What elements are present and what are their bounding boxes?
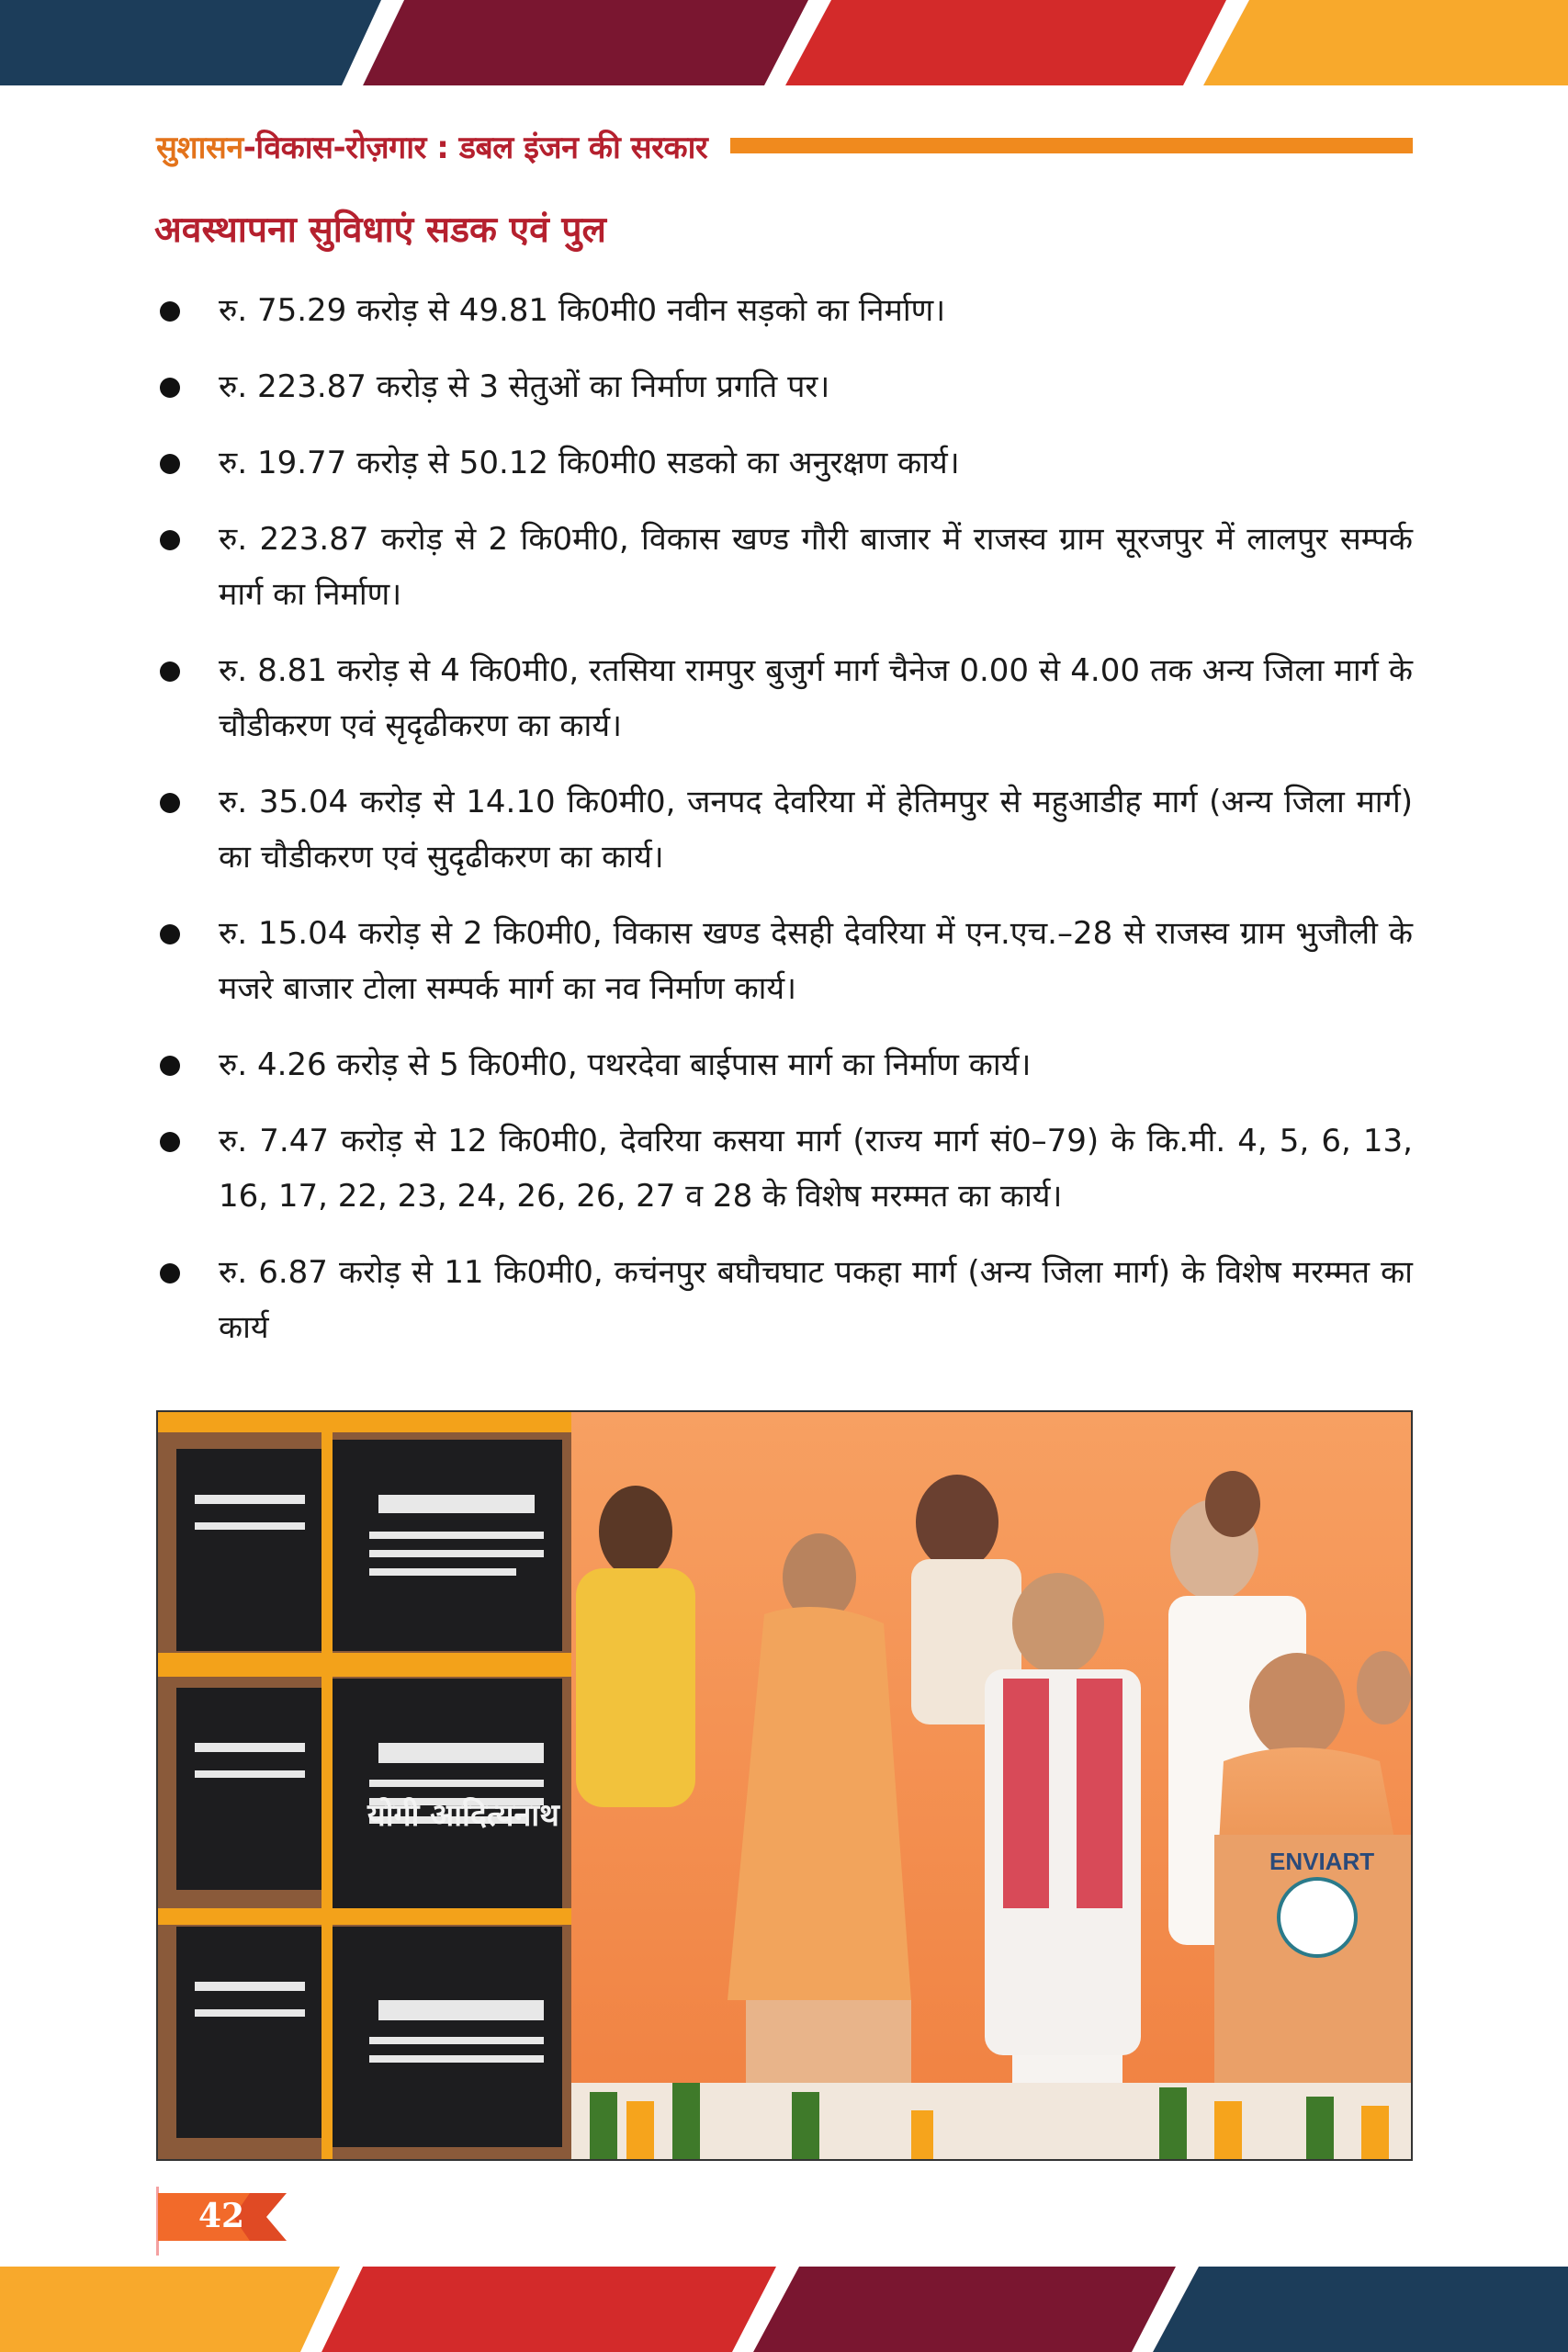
bullet-dot [160,793,180,813]
list-item [154,1037,1413,1092]
bullet-dot [160,1263,180,1283]
list-item [154,359,1413,414]
list-item-text: रु. 223.87 करोड़ से 2 कि0मी0, विकास खण्ड गौरी बाजार में राजस्व ग्राम सूरजपुर में लालपुर सम्पर्क मार्ग का निर्माण। [219,521,1413,613]
page-number-tab [158,2193,287,2241]
bullet-dot [160,454,180,474]
page-number: 42 [198,2197,245,2235]
list-item [154,435,1413,491]
list-item [154,775,1413,885]
plaque-name: योगी आदित्यनाथ [367,1797,559,1834]
list-item-text: रु. 223.87 करोड़ से 3 सेतुओं का निर्माण प्रगति पर। [219,368,830,405]
list-item-text: रु. 75.29 करोड़ से 49.81 कि0मी0 नवीन सड़को का निर्माण। [219,292,946,329]
section-heading: अवस्थापना सुविधाएं सडक एवं पुल [154,209,606,251]
header-separator-1: - [243,130,256,166]
list-item-text: रु. 4.26 करोड़ से 5 कि0मी0, पथरदेवा बाईपास मार्ग का निर्माण कार्य। [219,1046,1032,1083]
bullet-dot [160,378,180,398]
plaque-group [158,1412,571,2159]
list-item [154,283,1413,338]
list-item [154,1245,1413,1355]
list-item [154,906,1413,1016]
header-rule [730,138,1413,153]
bullet-dot [160,662,180,682]
bottom-decorative-band [0,2267,1568,2352]
bullet-dot [160,301,180,322]
list-item-text: रु. 6.87 करोड़ से 11 कि0मी0, कचंनपुर बघौचघाट पकहा मार्ग (अन्य जिला मार्ग) के विशेष मरम्मत का कार्य [219,1254,1413,1346]
list-item-text: रु. 15.04 करोड़ से 2 कि0मी0, विकास खण्ड देसही देवरिया में एन.एच.–28 से राजस्व ग्राम भुजौली के मजरे बाजार टोला सम्पर्क मार्ग का नव निर्माण कार्य। [219,915,1413,1007]
list-item-text: रु. 19.77 करोड़ से 50.12 कि0मी0 सडको का अनुरक्षण कार्य। [219,445,960,481]
bullet-list [154,283,1413,1376]
foreground-flowers [571,2083,1411,2159]
list-item [154,643,1413,753]
list-item [154,1114,1413,1224]
podium-brand: ENVIART [1269,1848,1375,1875]
top-decorative-band [0,0,1568,85]
bullet-dot [160,1056,180,1076]
inauguration-photo [156,1410,1413,2161]
header-word-3: रोज़गार : डबल इंजन की सरकार [345,130,708,166]
header-word-1: सुशासन [156,130,243,166]
bullet-dot [160,530,180,550]
header-separator-2: - [333,130,346,166]
list-item-text: रु. 8.81 करोड़ से 4 कि0मी0, रतसिया रामपुर बुजुर्ग मार्ग चैनेज 0.00 से 4.00 तक अन्य जिला मार्ग के चौडीकरण एवं सृदृढीकरण का कार्य। [219,652,1413,744]
list-item-text: रु. 7.47 करोड़ से 12 कि0मी0, देवरिया कसया मार्ग (राज्य मार्ग सं0–79) के कि.मी. 4, 5, 6, 13, 16, 17, 22, 23, 24, 26, 26, 27 व 28 के विशेष मरम्मत का कार्य। [219,1123,1413,1215]
list-item [154,512,1413,622]
running-header-title [156,125,707,167]
bullet-dot [160,1132,180,1152]
bullet-dot [160,924,180,944]
header-word-2: विकास [255,130,333,166]
list-item-text: रु. 35.04 करोड़ से 14.10 कि0मी0, जनपद देवरिया में हेतिमपुर से महुआडीह मार्ग (अन्य जिला मार्ग) का चौडीकरण एवं सुदृढीकरण का कार्य। [219,784,1413,876]
